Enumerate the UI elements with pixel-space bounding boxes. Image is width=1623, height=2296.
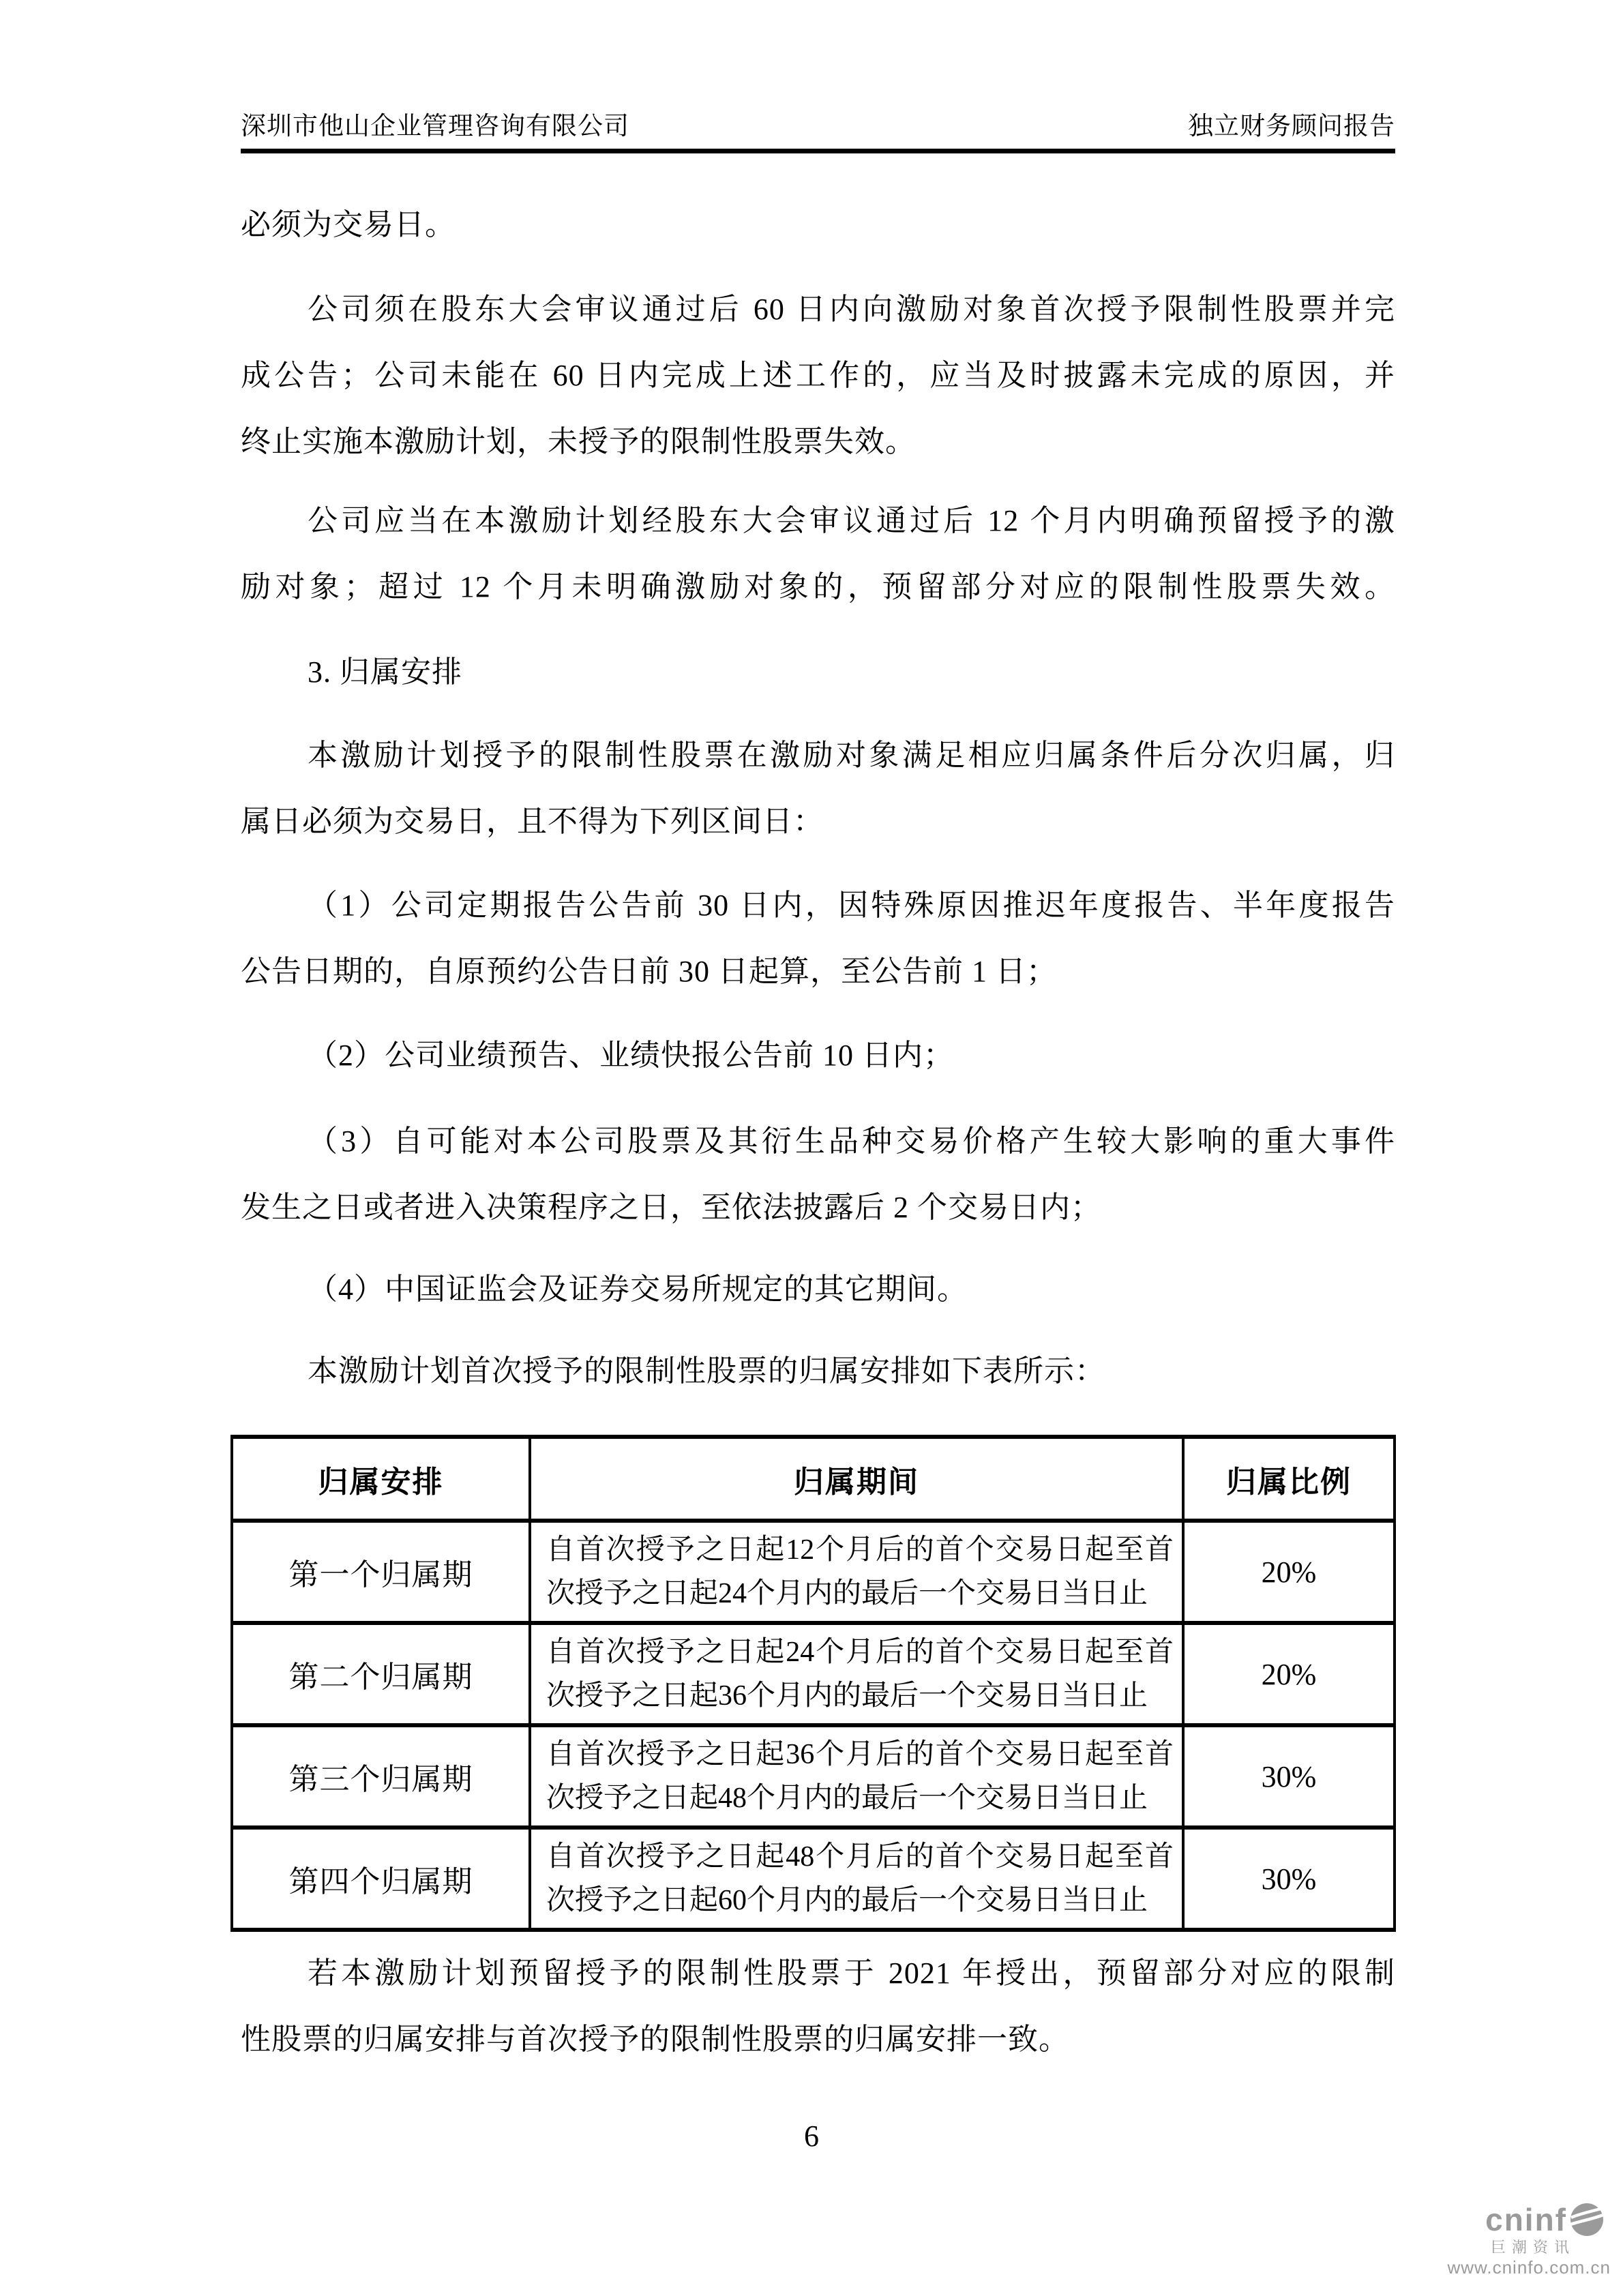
cell-schedule: 第四个归属期 bbox=[232, 1828, 530, 1930]
section-heading-text: 3. 归属安排 bbox=[308, 655, 462, 689]
cell-ratio: 20% bbox=[1183, 1623, 1395, 1725]
table-row bbox=[232, 1521, 1395, 1623]
cell-ratio: 30% bbox=[1183, 1725, 1395, 1828]
section-heading bbox=[241, 639, 1395, 705]
period-line: 次授予之日起36个月内的最后一个交易日当日止 bbox=[546, 1680, 1148, 1712]
body-line: 公司应当在本激励计划经股东大会审议通过后 12 个月内明确预留授予的激 bbox=[308, 504, 1395, 537]
table-header-ratio: 归属比例 bbox=[1183, 1437, 1395, 1521]
paragraph bbox=[241, 722, 1395, 854]
paragraph bbox=[241, 1338, 1395, 1404]
header-report-title: 独立财务顾问报告 bbox=[1188, 113, 1395, 140]
cell-schedule: 第三个归属期 bbox=[232, 1725, 530, 1828]
body-line: （1）公司定期报告公告前 30 日内，因特殊原因推迟年度报告、半年度报告 bbox=[308, 889, 1395, 922]
body-line: （3）自可能对本公司股票及其衍生品种交易价格产生较大影响的重大事件 bbox=[308, 1124, 1395, 1158]
body-line: （4）中国证监会及证券交易所规定的其它期间。 bbox=[308, 1272, 968, 1306]
body-line: 发生之日或者进入决策程序之日，至依法披露后 2 个交易日内； bbox=[241, 1191, 1101, 1224]
table-row bbox=[232, 1623, 1395, 1725]
period-line: 自首次授予之日起36个月后的首个交易日起至首 bbox=[546, 1739, 1174, 1770]
table-header-schedule: 归属安排 bbox=[232, 1437, 530, 1521]
cninfo-logo-brand-row bbox=[1485, 2203, 1604, 2237]
cninfo-brand-text: cninf bbox=[1485, 2202, 1567, 2237]
cell-period bbox=[530, 1828, 1183, 1930]
vesting-schedule-table bbox=[230, 1435, 1396, 1932]
period-line: 自首次授予之日起12个月后的首个交易日起至首 bbox=[546, 1534, 1174, 1566]
list-item-1 bbox=[241, 872, 1395, 1004]
body-line: 性股票的归属安排与首次授予的限制性股票的归属安排一致。 bbox=[241, 2023, 1069, 2056]
paragraph bbox=[241, 1940, 1395, 2072]
cell-ratio: 30% bbox=[1183, 1828, 1395, 1930]
body-line: 成公告；公司未能在 60 日内完成上述工作的，应当及时披露未完成的原因，并 bbox=[241, 359, 1395, 392]
list-item-2 bbox=[241, 1022, 1395, 1088]
body-line: 必须为交易日。 bbox=[241, 208, 456, 241]
paragraph bbox=[241, 276, 1395, 475]
table-row bbox=[232, 1828, 1395, 1930]
cninfo-url: www.cninfo.com.cn bbox=[1447, 2257, 1611, 2278]
table-header-row bbox=[232, 1437, 1395, 1521]
body-line: 公告日期的，自原预约公告日前 30 日起算，至公告前 1 日； bbox=[241, 955, 1057, 988]
list-item-3 bbox=[241, 1108, 1395, 1240]
body-line: 励对象；超过 12 个月未明确激励对象的，预留部分对应的限制性股票失效。 bbox=[241, 570, 1395, 603]
header-company-name: 深圳市他山企业管理咨询有限公司 bbox=[241, 113, 629, 140]
page-number: 6 bbox=[804, 2119, 819, 2153]
cell-period bbox=[530, 1623, 1183, 1725]
table-header-period: 归属期间 bbox=[530, 1437, 1183, 1521]
table-row bbox=[232, 1725, 1395, 1828]
body-line: 终止实施本激励计划，未授予的限制性股票失效。 bbox=[241, 425, 916, 458]
cell-period bbox=[530, 1725, 1183, 1828]
body-line: 若本激励计划预留授予的限制性股票于 2021 年授出，预留部分对应的限制 bbox=[308, 1956, 1395, 1990]
cninfo-globe-icon bbox=[1570, 2203, 1604, 2237]
cell-schedule: 第二个归属期 bbox=[232, 1623, 530, 1725]
cninfo-logo bbox=[1447, 2203, 1611, 2277]
body-line: 本激励计划授予的限制性股票在激励对象满足相应归属条件后分次归属，归 bbox=[308, 739, 1395, 772]
period-line: 自首次授予之日起48个月后的首个交易日起至首 bbox=[546, 1841, 1174, 1873]
period-line: 自首次授予之日起24个月后的首个交易日起至首 bbox=[546, 1637, 1174, 1668]
paragraph bbox=[241, 488, 1395, 620]
body-line: 属日必须为交易日，且不得为下列区间日： bbox=[241, 805, 824, 838]
period-line: 次授予之日起24个月内的最后一个交易日当日止 bbox=[546, 1578, 1148, 1609]
paragraph bbox=[241, 192, 1395, 258]
period-line: 次授予之日起48个月内的最后一个交易日当日止 bbox=[546, 1783, 1148, 1814]
body-line: 公司须在股东大会审议通过后 60 日内向激励对象首次授予限制性股票并完 bbox=[308, 293, 1395, 326]
body-line: 本激励计划首次授予的限制性股票的归属安排如下表所示： bbox=[308, 1354, 1105, 1388]
cell-period bbox=[530, 1521, 1183, 1623]
page-header bbox=[241, 109, 1395, 145]
body-line: （2）公司业绩预告、业绩快报公告前 10 日内； bbox=[308, 1039, 954, 1072]
list-item-4 bbox=[241, 1256, 1395, 1322]
period-line: 次授予之日起60个月内的最后一个交易日当日止 bbox=[546, 1885, 1148, 1916]
cninfo-chinese-name: 巨潮资讯 bbox=[1490, 2239, 1575, 2256]
cell-schedule: 第一个归属期 bbox=[232, 1521, 530, 1623]
cell-ratio: 20% bbox=[1183, 1521, 1395, 1623]
document-body bbox=[241, 153, 1395, 2072]
